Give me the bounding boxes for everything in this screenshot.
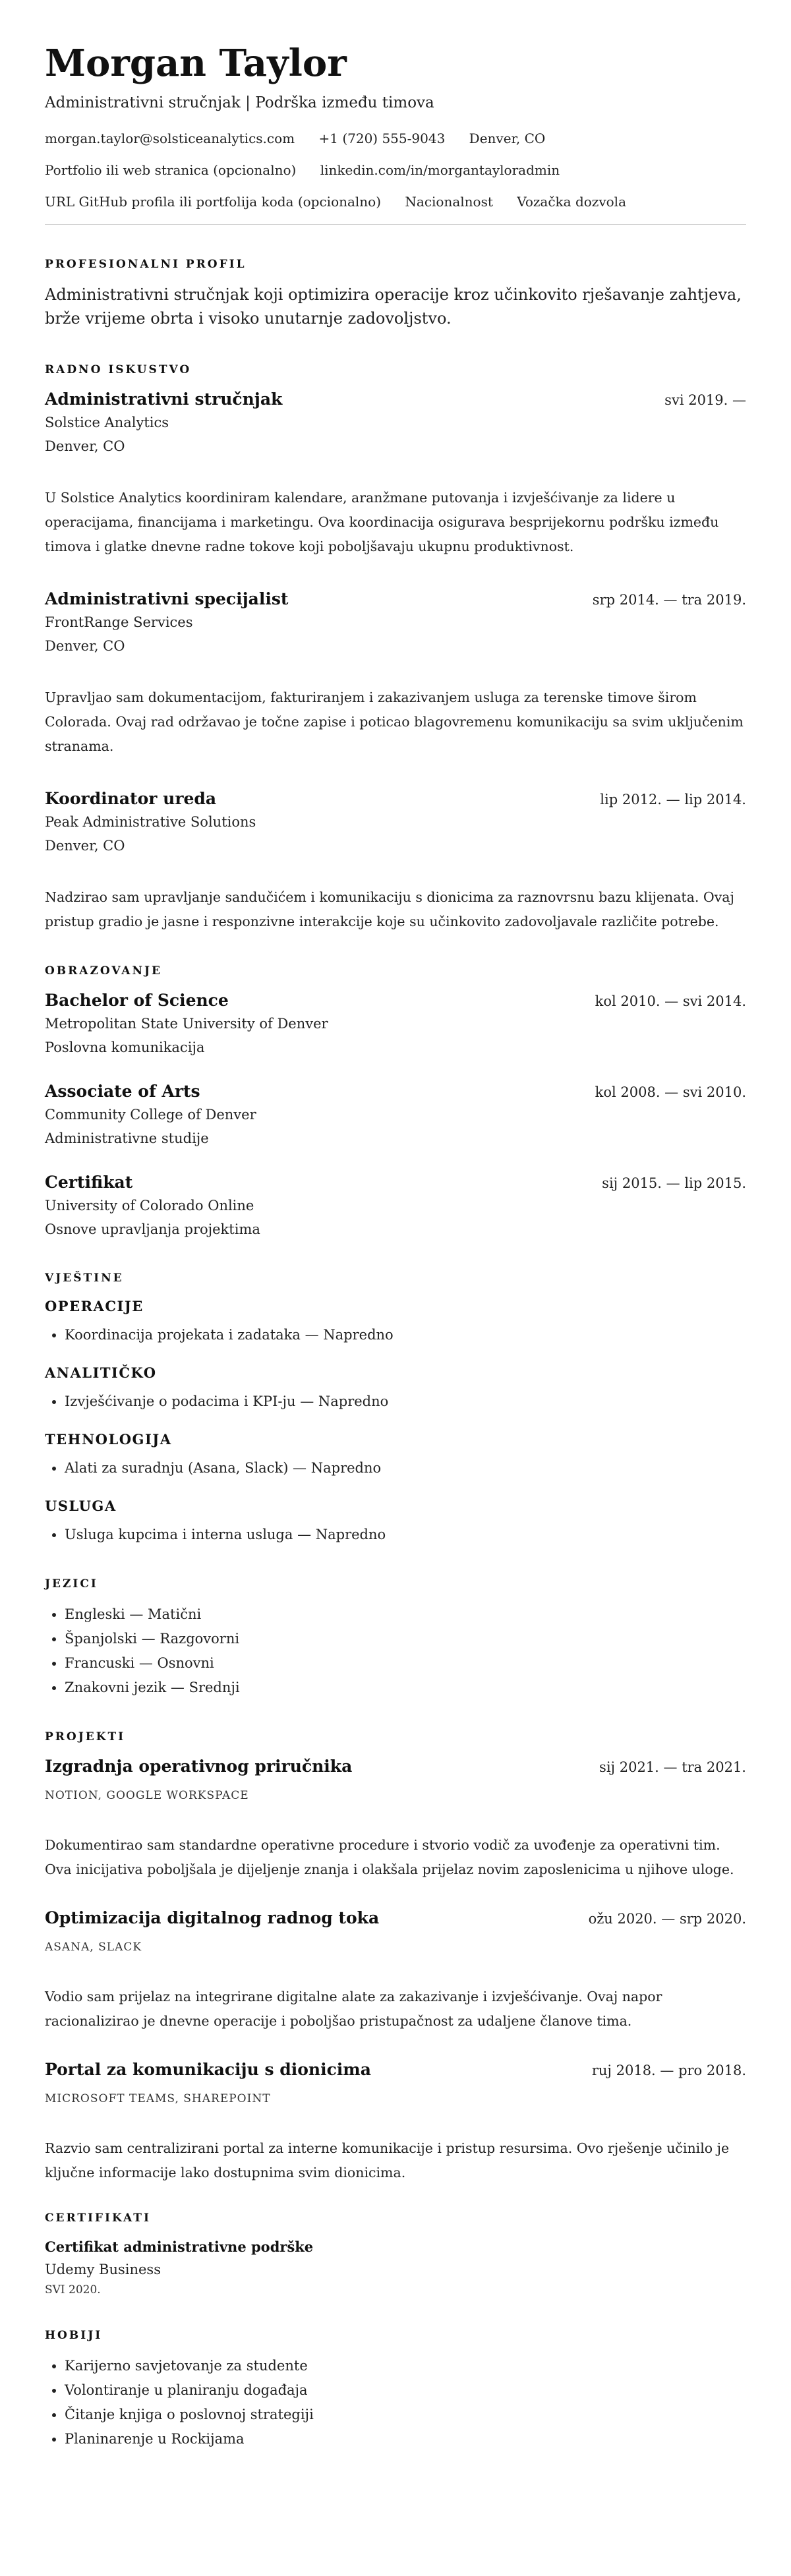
- skill-group: [45, 1363, 746, 1414]
- language-item: • Engleski — Matični: [65, 1602, 746, 1627]
- skill-category: ANALITIČKO: [45, 1364, 157, 1381]
- field-of-study: Osnove upravljanja projektima: [45, 1221, 260, 1237]
- school-name: Community College of Denver: [45, 1107, 256, 1123]
- job-title: Administrativni specijalist: [45, 589, 289, 608]
- degree-title: Associate of Arts: [45, 1082, 200, 1101]
- degree-title: Bachelor of Science: [45, 991, 229, 1010]
- experience-entry: [45, 388, 746, 559]
- project-description: Vodio sam prijelaz na integrirane digitalne alate za zakazivanje i izvješćivanje. Ovaj napor racionalizirao je dnevne operacije i poboljšao pristupačnost za udaljene članove tima.: [45, 1989, 662, 2029]
- profile-summary: Administrativni stručnjak koji optimizira operacije kroz učinkovito rješavanje zahtjeva, brže vrijeme obrta i visoko unutarnje zadovoljstvo.: [45, 285, 742, 328]
- linkedin-link[interactable]: linkedin.com/in/morgantayloradmin: [320, 162, 560, 178]
- project-tech: NOTION, GOOGLE WORKSPACE: [45, 1789, 249, 1802]
- section-heading-education: OBRAZOVANJE: [45, 964, 163, 978]
- project-entry: [45, 1755, 746, 1882]
- job-company: Solstice Analytics: [45, 415, 169, 430]
- certificates-section: [45, 2210, 746, 2298]
- languages-list: [45, 1602, 746, 1700]
- hobby-item: • Planinarenje u Rockijama: [65, 2427, 746, 2451]
- hobby-item: • Volontiranje u planiranju događaja: [65, 2378, 746, 2403]
- field-of-study: Administrativne studije: [45, 1130, 209, 1146]
- section-heading-skills: VJEŠTINE: [45, 1272, 124, 1285]
- experience-section: [45, 362, 746, 934]
- certificate-title: Certifikat administrativne podrške: [45, 2239, 314, 2255]
- hobby-item: • Karijerno savjetovanje za studente: [65, 2354, 746, 2378]
- section-heading-hobbies: HOBIJI: [45, 2329, 103, 2342]
- job-date: srp 2014. — tra 2019.: [592, 592, 746, 608]
- project-title: Optimizacija digitalnog radnog toka: [45, 1908, 380, 1927]
- language-item: • Znakovni jezik — Srednji: [65, 1676, 746, 1700]
- skill-item: • Usluga kupcima i interna usluga — Napredno: [65, 1523, 746, 1547]
- education-entry: [45, 989, 746, 1059]
- job-location: Denver, CO: [45, 638, 125, 654]
- skill-group: [45, 1430, 746, 1480]
- job-location: Denver, CO: [45, 838, 125, 854]
- license-text: Vozačka dozvola: [517, 194, 627, 210]
- skill-category: TEHNOLOGIJA: [45, 1431, 172, 1448]
- experience-entry: [45, 788, 746, 934]
- skill-category: USLUGA: [45, 1498, 117, 1514]
- language-item: • Španjolski — Razgovorni: [65, 1627, 746, 1651]
- skill-group: [45, 1297, 746, 1347]
- job-description: Upravljao sam dokumentacijom, fakturiranjem i zakazivanjem usluga za terenske timove širom Colorada. Ovaj rad održavao je točne zapise i poticao blagovremenu komunikaciju sa svim uključenim stranama.: [45, 689, 744, 754]
- job-title: Koordinator ureda: [45, 789, 217, 808]
- section-heading-projects: PROJEKTI: [45, 1730, 126, 1743]
- contact-row-1: [45, 129, 746, 148]
- contact-row-3: [45, 192, 746, 211]
- project-entry: [45, 2059, 746, 2185]
- certificate-date: SVI 2020.: [45, 2283, 101, 2297]
- project-description: Razvio sam centralizirani portal za interne komunikacije i pristup resursima. Ovo rješenje učinilo je ključne informacije lako dostupnima svim dionicima.: [45, 2140, 730, 2181]
- education-section: [45, 963, 746, 1241]
- project-date: sij 2021. — tra 2021.: [599, 1759, 746, 1775]
- nationality-text: Nacionalnost: [405, 194, 493, 210]
- projects-section: [45, 1729, 746, 2185]
- job-company: FrontRange Services: [45, 614, 193, 630]
- school-name: University of Colorado Online: [45, 1198, 254, 1214]
- job-location: Denver, CO: [45, 438, 125, 454]
- education-entry: [45, 1080, 746, 1150]
- job-description: U Solstice Analytics koordiniram kalendare, aranžmane putovanja i izvješćivanje za lidere u operacijama, financijama i marketingu. Ova koordinacija osigurava besprijekornu podršku između timova i glatke dnevne radne tokove koji poboljšavaju ukupnu produktivnost.: [45, 490, 719, 554]
- job-date: svi 2019. —: [664, 392, 746, 408]
- hobby-item: • Čitanje knjiga o poslovnoj strategiji: [65, 2403, 746, 2427]
- project-date: ožu 2020. — srp 2020.: [588, 1911, 746, 1927]
- job-description: Nadzirao sam upravljanje sandučićem i komunikaciju s dionicima za raznovrsnu bazu klijenata. Ovaj pristup gradio je jasne i responzivne interakcije koje su učinkovito zadovoljavale različite potrebe.: [45, 889, 734, 929]
- education-date: kol 2010. — svi 2014.: [595, 993, 746, 1009]
- skills-section: [45, 1270, 746, 1547]
- languages-section: [45, 1576, 746, 1700]
- project-title: Portal za komunikaciju s dionicima: [45, 2060, 371, 2079]
- job-title: Administrativni stručnjak: [45, 390, 283, 409]
- profile-section: [45, 256, 746, 330]
- hobbies-list: [45, 2354, 746, 2451]
- job-company: Peak Administrative Solutions: [45, 814, 256, 830]
- section-heading-profile: PROFESIONALNI PROFIL: [45, 258, 247, 271]
- education-date: sij 2015. — lip 2015.: [602, 1175, 746, 1191]
- section-heading-certificates: CERTIFIKATI: [45, 2211, 151, 2225]
- degree-title: Certifikat: [45, 1173, 133, 1192]
- project-date: ruj 2018. — pro 2018.: [591, 2063, 746, 2078]
- skill-item: • Izvješćivanje o podacima i KPI-ju — Napredno: [65, 1390, 746, 1414]
- education-entry: [45, 1171, 746, 1241]
- skill-category: OPERACIJE: [45, 1298, 144, 1314]
- experience-entry: [45, 588, 746, 759]
- project-description: Dokumentirao sam standardne operativne procedure i stvorio vodič za uvođenje za operativni tim. Ova inicijativa poboljšala je dijeljenje znanja i olakšala prijelaz novim zaposlenicima u njihove uloge.: [45, 1837, 734, 1877]
- project-tech: ASANA, SLACK: [45, 1941, 142, 1954]
- section-heading-experience: RADNO ISKUSTVO: [45, 363, 192, 376]
- location-text: Denver, CO: [469, 131, 546, 146]
- github-link[interactable]: URL GitHub profila ili portfolija koda (opcionalno): [45, 194, 382, 210]
- skill-item: • Koordinacija projekata i zadataka — Napredno: [65, 1323, 746, 1347]
- phone-number[interactable]: +1 (720) 555-9043: [318, 131, 446, 146]
- job-date: lip 2012. — lip 2014.: [600, 792, 746, 807]
- project-tech: MICROSOFT TEAMS, SHAREPOINT: [45, 2092, 271, 2105]
- portfolio-link[interactable]: Portfolio ili web stranica (opcionalno): [45, 162, 297, 178]
- email-link[interactable]: morgan.taylor@solsticeanalytics.com: [45, 131, 295, 146]
- education-date: kol 2008. — svi 2010.: [595, 1084, 746, 1100]
- skill-item: • Alati za suradnju (Asana, Slack) — Napredno: [65, 1456, 746, 1480]
- project-entry: [45, 1907, 746, 2034]
- header-divider: [45, 224, 746, 225]
- candidate-title: Administrativni stručnjak | Podrška između timova: [45, 94, 434, 111]
- skill-group: [45, 1496, 746, 1547]
- field-of-study: Poslovna komunikacija: [45, 1039, 205, 1055]
- hobbies-section: [45, 2327, 746, 2451]
- candidate-name: Morgan Taylor: [45, 42, 347, 85]
- project-title: Izgradnja operativnog priručnika: [45, 1757, 353, 1776]
- contact-row-2: [45, 161, 746, 179]
- school-name: Metropolitan State University of Denver: [45, 1016, 328, 1032]
- section-heading-languages: JEZICI: [45, 1577, 98, 1591]
- certificate-issuer: Udemy Business: [45, 2262, 161, 2277]
- language-item: • Francuski — Osnovni: [65, 1651, 746, 1676]
